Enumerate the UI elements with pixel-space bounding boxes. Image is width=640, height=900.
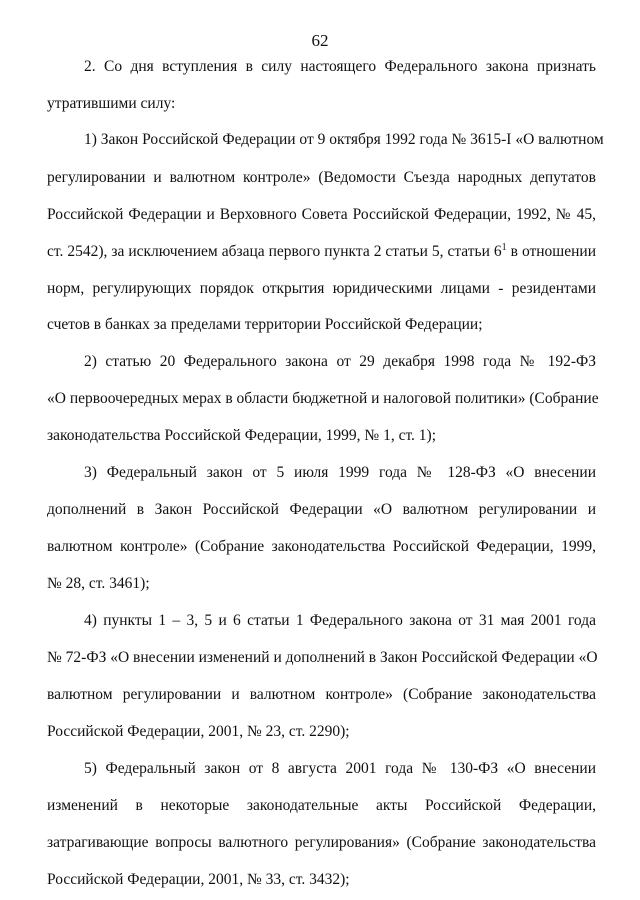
item-4-line-1: 4) пункты 1 – 3, 5 и 6 статьи 1 Федерального закона от 31 мая 2001 года [84, 612, 596, 629]
item-4-line-2: № 72-ФЗ «О внесении изменений и дополнений в Закон Российской Федерации «О [47, 649, 598, 666]
item-2-line-2: «О первоочередных мерах в области бюджетной и налоговой политики» (Собрание [47, 390, 599, 407]
page-number: 62 [311, 31, 329, 50]
item-5-line-4: Российской Федерации, 2001, № 33, ст. 3432); [47, 871, 350, 888]
item-3-line-3: валютном контроле» (Собрание законодательства Российской Федерации, 1999, [47, 538, 596, 555]
item-3-line-2: дополнений в Закон Российской Федерации «О валютном регулировании и [47, 501, 596, 518]
item-2-line-3: законодательства Российской Федерации, 1999, № 1, ст. 1); [47, 427, 437, 444]
item-1-line-4-tail: в отношении [510, 243, 597, 260]
item-1-line-5: норм, регулирующих порядок открытия юридическими лицами - резидентами [47, 280, 596, 297]
item-3-line-4: № 28, ст. 3461); [47, 575, 150, 592]
item-1-line-4 [47, 242, 596, 262]
item-1-line-4-text: ст. 2542), за исключением абзаца первого пункта 2 статьи 5, статьи 6 [47, 243, 502, 260]
paragraph-2-line-2: утратившими силу: [47, 95, 176, 112]
item-1-line-1: 1) Закон Российской Федерации от 9 октября 1992 года № 3615-I «О валютном [84, 131, 604, 148]
item-3-line-1: 3) Федеральный закон от 5 июля 1999 года № 128-ФЗ «О внесении [84, 464, 596, 481]
item-5-line-2: изменений в некоторые законодательные акты Российской Федерации, [47, 797, 596, 814]
item-1-line-3: Российской Федерации и Верховного Совета Российской Федерации, 1992, № 45, [47, 206, 596, 223]
item-4-line-3: валютном регулировании и валютном контроле» (Собрание законодательства [47, 686, 596, 703]
paragraph-2-line-1: 2. Со дня вступления в силу настоящего Федерального закона признать [84, 58, 596, 75]
item-5-line-1: 5) Федеральный закон от 8 августа 2001 года № 130-ФЗ «О внесении [84, 760, 596, 777]
item-5-line-3: затрагивающие вопросы валютного регулирования» (Собрание законодательства [47, 834, 596, 851]
item-1-line-6: счетов в банках за пределами территории Российской Федерации; [47, 316, 483, 333]
item-1-line-2: регулировании и валютном контроле» (Ведомости Съезда народных депутатов [47, 169, 596, 186]
superscript: 1 [501, 242, 507, 253]
item-2-line-1: 2) статью 20 Федерального закона от 29 декабря 1998 года № 192-ФЗ [84, 353, 596, 370]
item-4-line-4: Российской Федерации, 2001, № 23, ст. 2290); [47, 723, 350, 740]
